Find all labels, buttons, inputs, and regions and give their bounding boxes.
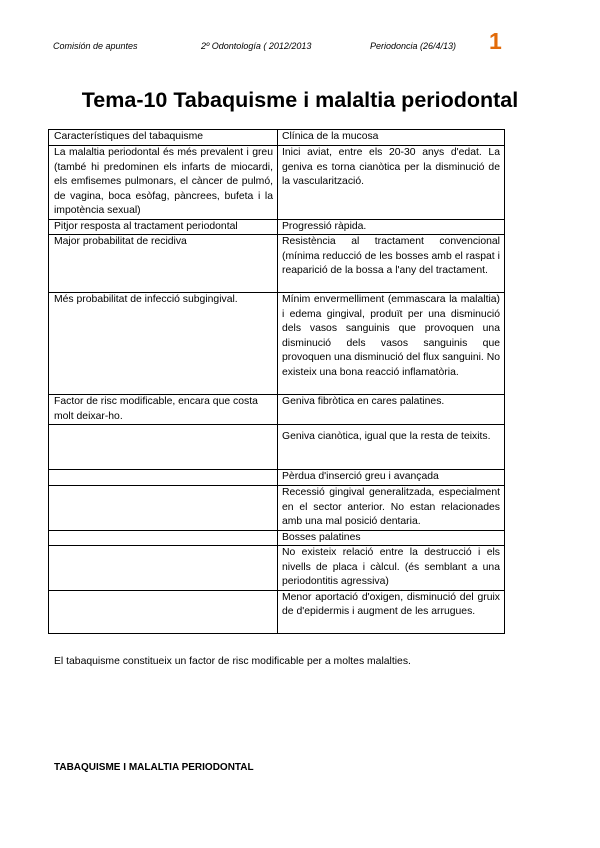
table-cell: Menor aportació d'oxigen, disminució del gruix de d'epidermis i augment de les arrugues.	[278, 590, 505, 633]
table-row	[49, 590, 505, 633]
table-row	[49, 219, 505, 235]
table-cell: Pèrdua d'inserció greu i avançada	[278, 470, 505, 486]
table-cell	[49, 546, 278, 591]
table-row	[49, 395, 505, 425]
header-center: 2º Odontología ( 2012/2013	[201, 41, 312, 51]
table-cell: Mínim envermelliment (emmascara la malaltia) i edema gingival, produït per una disminució dels vasos sanguinis que provoquen una disminució dels vasos sanguinis que provoquen una disminució del flux sanguini. No existeix una bona reacció inflamatòria.	[278, 293, 505, 395]
table-row	[49, 235, 505, 293]
table-cell: Progressió ràpida.	[278, 219, 505, 235]
table-row	[49, 530, 505, 546]
header-left: Comisión de apuntes	[53, 41, 138, 51]
section-heading: TABAQUISME I MALALTIA PERIODONTAL	[54, 762, 254, 773]
table-cell: Pitjor resposta al tractament periodontal	[49, 219, 278, 235]
table-cell: La malaltia periodontal és més prevalent i greu (també hi predominen els infarts de miocardi, els emfisemes pulmonars, el càncer de pulmó, de vagina, boca esòfag, pàncrees, bufeta i la impotència sexual)	[49, 146, 278, 220]
table-cell: Inici aviat, entre els 20-30 anys d'edat. La geniva es torna cianòtica per la disminució de la vascularització.	[278, 146, 505, 220]
comparison-table	[48, 129, 505, 634]
table-row	[49, 546, 505, 591]
page-number: 1	[489, 28, 502, 54]
table-header-cell: Característiques del tabaquisme	[49, 130, 278, 146]
body-note: El tabaquisme constitueix un factor de risc modificable per a moltes malalties.	[54, 656, 411, 667]
table-row	[49, 470, 505, 486]
table-cell: No existeix relació entre la destrucció i els nivells de placa i càlcul. (és semblant a una periodontitis agressiva)	[278, 546, 505, 591]
table-cell: Geniva fibròtica en cares palatines.	[278, 395, 505, 425]
table-row	[49, 293, 505, 395]
table-cell	[49, 425, 278, 470]
table-cell	[49, 590, 278, 633]
table-cell: Resistència al tractament convencional (mínima reducció de les bosses amb el raspat i reaparició de la bossa a l'any del tractament.	[278, 235, 505, 293]
header-right: Periodoncia (26/4/13)	[370, 41, 457, 51]
table-cell	[49, 486, 278, 531]
table-row	[49, 146, 505, 220]
table-cell: Bosses palatines	[278, 530, 505, 546]
table-cell	[49, 470, 278, 486]
table-cell: Major probabilitat de recidiva	[49, 235, 278, 293]
table-cell: Factor de risc modificable, encara que costa molt deixar-ho.	[49, 395, 278, 425]
table-row	[49, 486, 505, 531]
table-cell: Recessió gingival generalitzada, especialment en el sector anterior. No estan relacionades amb una mal posició dentaria.	[278, 486, 505, 531]
table-cell: Més probabilitat de infecció subgingival.	[49, 293, 278, 395]
table-cell	[49, 530, 278, 546]
table-cell: Geniva cianòtica, igual que la resta de teixits.	[278, 425, 505, 470]
table-row	[49, 425, 505, 470]
table-header-row	[49, 130, 505, 146]
table-header-cell: Clínica de la mucosa	[278, 130, 505, 146]
document-title: Tema-10 Tabaquisme i malaltia periodontal	[81, 88, 519, 112]
page-header	[0, 0, 600, 60]
